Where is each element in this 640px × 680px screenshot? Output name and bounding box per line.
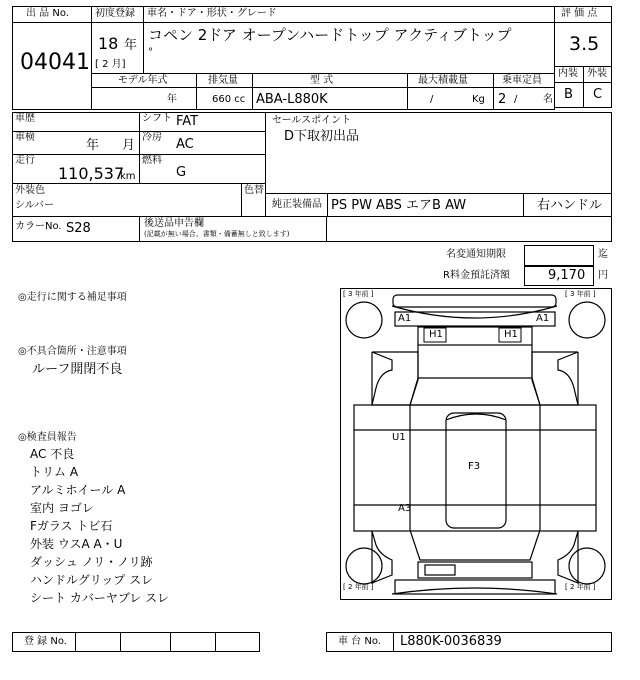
inspector-label: ◎検査員報告 bbox=[18, 432, 77, 443]
defects-label: ◎不具合箇所・注意事項 bbox=[18, 346, 127, 357]
report-item: アルミホイール A bbox=[30, 483, 126, 497]
lot-number-label: 出 品 No. bbox=[26, 8, 69, 19]
report-item: ダッシュ ノリ・ノリ跡 bbox=[30, 555, 153, 569]
mileage: 110,537 bbox=[58, 164, 125, 183]
first-reg-year-unit: 年 bbox=[124, 38, 138, 53]
name-change-label: 名変通知期限 bbox=[446, 249, 506, 260]
inspection-label: 車検 bbox=[15, 132, 35, 143]
tire-rear-left bbox=[346, 548, 382, 584]
displacement: 660 cc bbox=[212, 94, 246, 105]
model-year-label: モデル年式 bbox=[118, 75, 168, 86]
car-name: コペン 2ドア オープンハードトップ アクティブトップ bbox=[148, 26, 512, 44]
max-load: / bbox=[430, 94, 434, 105]
report-item: AC 不良 bbox=[30, 447, 75, 461]
fuel: G bbox=[176, 165, 187, 180]
capacity: 2 bbox=[498, 92, 507, 107]
mileage-unit: km bbox=[120, 171, 136, 182]
br-tire-count: [ 2 年前 ] bbox=[565, 583, 596, 591]
damage-mark-a3: A3 bbox=[398, 503, 412, 514]
color-no-label: カラーNo. bbox=[15, 221, 62, 232]
steering: 右ハンドル bbox=[537, 198, 603, 213]
damage-mark-h1-right: H1 bbox=[504, 329, 518, 340]
max-load-label: 最大積載量 bbox=[418, 75, 468, 86]
ac: AC bbox=[176, 137, 194, 152]
type-label: 型 式 bbox=[310, 75, 334, 86]
damage-mark-h1-left: H1 bbox=[429, 329, 443, 340]
model-year-unit: 年 bbox=[167, 94, 177, 105]
aftermarket-note: (記載が無い場合、書類・備蓄無しと致します) bbox=[144, 230, 290, 238]
sales-point: D下取初出品 bbox=[284, 129, 360, 144]
chassis-no: L880K-0036839 bbox=[400, 634, 502, 649]
reg-no-label: 登 録 No. bbox=[24, 636, 67, 647]
tire-front-right bbox=[569, 302, 605, 338]
report-item: Fガラス トビ石 bbox=[30, 519, 113, 533]
report-item: ハンドルグリップ スレ bbox=[30, 573, 154, 587]
color-change-label: 色替 bbox=[244, 185, 264, 196]
inspection-year-unit: 年 bbox=[86, 138, 100, 153]
capacity-unit: 名 bbox=[543, 94, 553, 105]
recycle-label: R料金預託済額 bbox=[443, 270, 510, 281]
report-item: 外装 ウスA A・U bbox=[30, 537, 123, 551]
ac-label: 冷房 bbox=[142, 132, 162, 143]
first-reg-year: 18 bbox=[98, 34, 119, 53]
aftermarket-label: 後送品申告欄 bbox=[144, 218, 204, 229]
tl-tire-count: [ 3 年前 ] bbox=[343, 290, 374, 298]
mileage-label: 走行 bbox=[15, 155, 35, 166]
equipment: PS PW ABS エアB AW bbox=[331, 198, 467, 213]
history-label: 車歴 bbox=[15, 113, 35, 124]
chassis-label: 車 台 No. bbox=[338, 636, 381, 647]
color-no: S28 bbox=[66, 221, 91, 236]
tire-front-left bbox=[346, 302, 382, 338]
tire-rear-right bbox=[569, 548, 605, 584]
report-item: 室内 ヨゴレ bbox=[30, 501, 94, 515]
first-reg-label: 初度登録 bbox=[95, 8, 135, 19]
report-item: シート カバーヤブレ スレ bbox=[30, 591, 170, 605]
damage-mark-a1-left: A1 bbox=[398, 313, 412, 324]
damage-mark-a1-right: A1 bbox=[536, 313, 550, 324]
model-code: ABA-L880K bbox=[256, 92, 328, 107]
color: シルバー bbox=[15, 200, 55, 211]
shift: FAT bbox=[176, 114, 199, 129]
first-reg-month: [ 2 月] bbox=[95, 59, 126, 70]
shift-label: シフト bbox=[142, 113, 172, 124]
car-info-label: 車名・ドア・形状・グレード bbox=[147, 8, 277, 19]
sales-point-label: セールスポイント bbox=[272, 115, 352, 126]
interior-grade: B bbox=[564, 87, 573, 102]
damage-mark-u1: U1 bbox=[392, 432, 406, 443]
fuel-label: 燃料 bbox=[142, 155, 162, 166]
driving-notes-label: ◎走行に関する補足事項 bbox=[18, 292, 127, 303]
name-change-unit: 迄 bbox=[598, 249, 608, 260]
score-label: 評 価 点 bbox=[561, 8, 598, 19]
capacity-sep: / bbox=[514, 94, 518, 105]
displacement-label: 排気量 bbox=[208, 75, 238, 86]
recycle-unit: 円 bbox=[598, 270, 608, 281]
interior-label: 内装 bbox=[558, 68, 578, 79]
report-item: トリム A bbox=[30, 465, 79, 479]
overall-score: 3.5 bbox=[569, 33, 600, 55]
inspection-month-unit: 月 bbox=[122, 138, 136, 153]
recycle-amount: 9,170 bbox=[548, 268, 586, 283]
tr-tire-count: [ 3 年前 ] bbox=[565, 290, 596, 298]
defect-item: ルーフ開閉不良 bbox=[32, 362, 123, 377]
exterior-grade: C bbox=[593, 87, 603, 102]
max-load-unit: Kg bbox=[472, 94, 485, 105]
exterior-label: 外装 bbox=[587, 68, 607, 79]
damage-mark-f3: F3 bbox=[468, 461, 481, 472]
color-label: 外装色 bbox=[15, 185, 45, 196]
car-name-line2: ° bbox=[148, 47, 153, 58]
lot-number: 04041 bbox=[20, 50, 90, 75]
bl-tire-count: [ 2 年前 ] bbox=[343, 583, 374, 591]
equipment-label: 純正装備品 bbox=[272, 199, 322, 210]
capacity-label: 乗車定員 bbox=[502, 75, 542, 86]
